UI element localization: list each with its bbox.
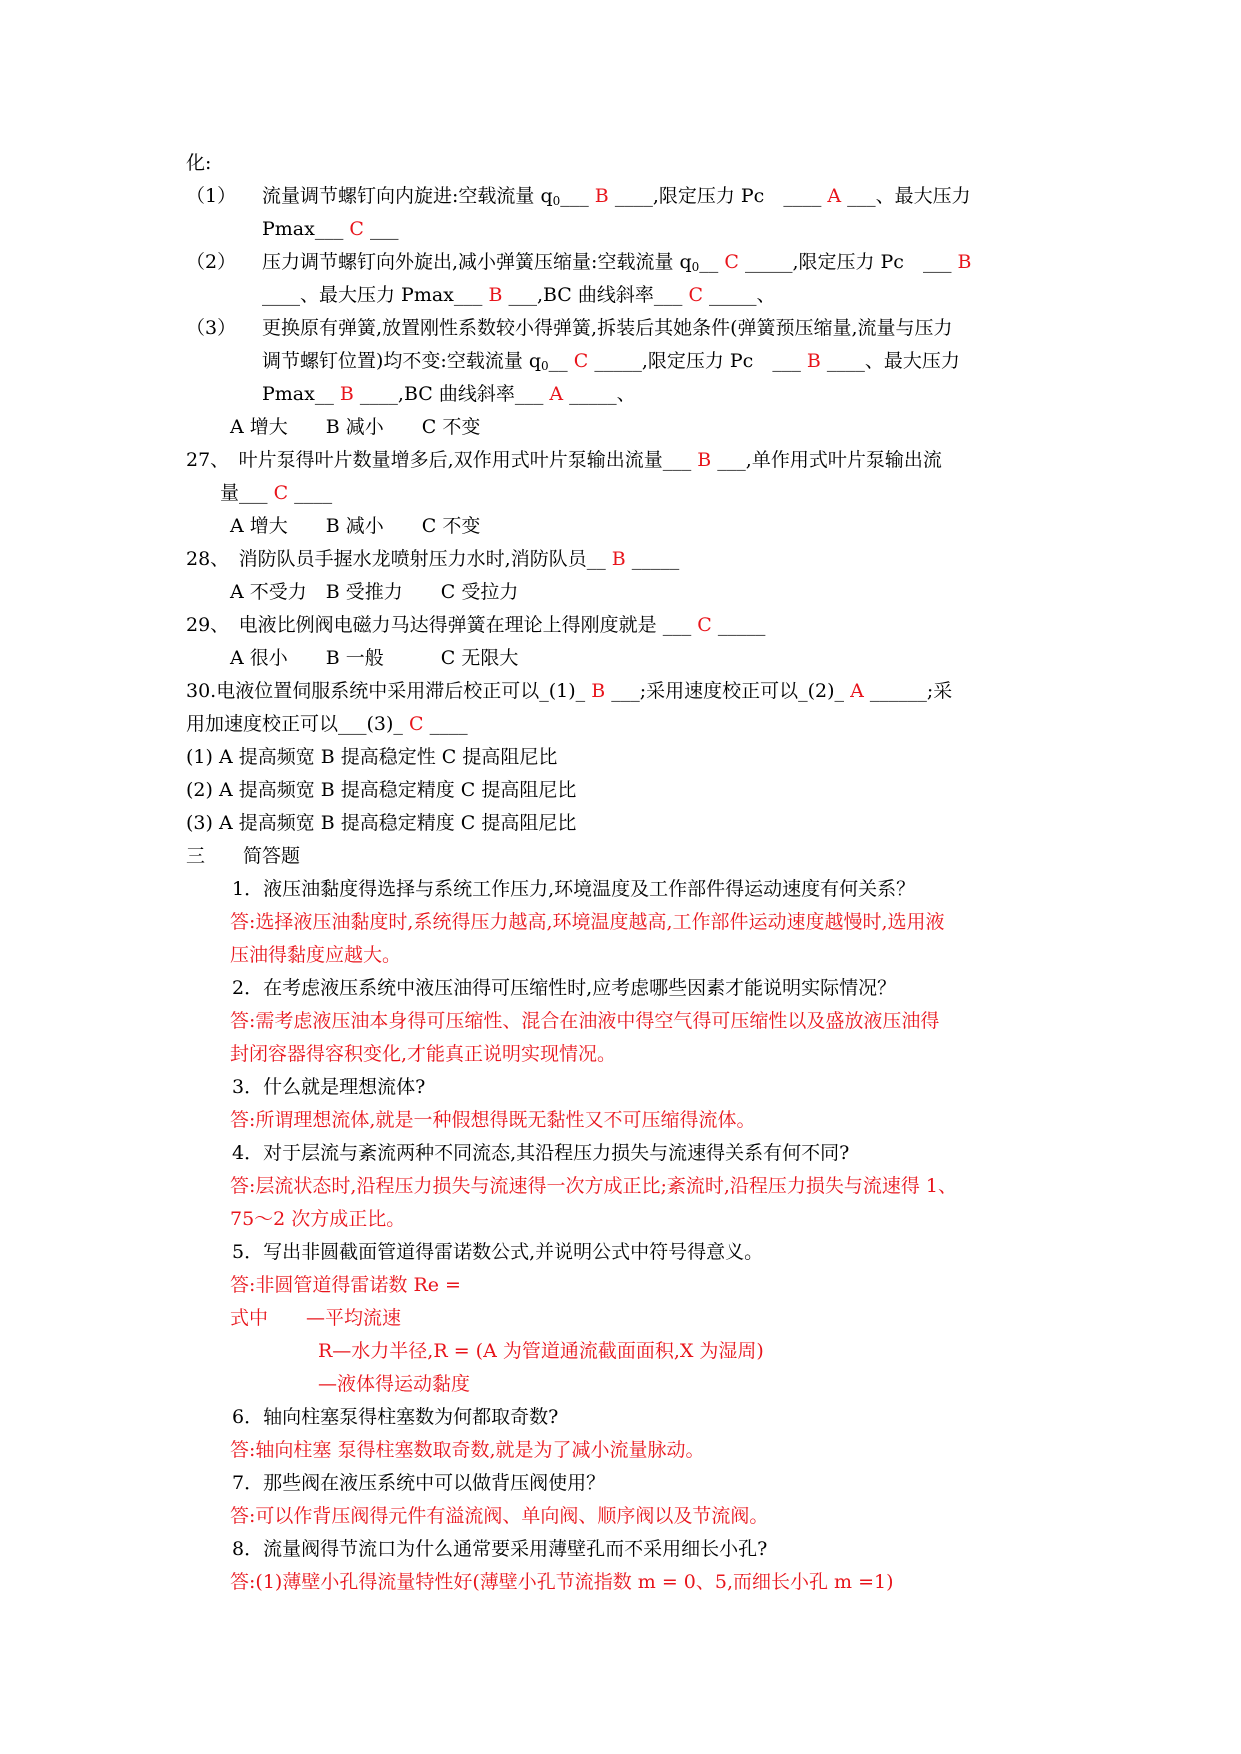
question-3-text-cont: 调节螺钉位置)均不变:空载流量 $q_0\_\_$ C _____,限定压力 Pc ___ B ____、最大压力 — [262, 350, 960, 373]
question-2-text-cont: ____、最大压力 Pmax___ B ___,BC 曲线斜率___ C _____、 — [262, 284, 776, 306]
short-question-4: 4．对于层流与紊流两种不同流态,其沿程压力损失与流速得关系有何不同? — [232, 1142, 850, 1164]
answer-text: 答:可以作背压阀得元件有溢流阀、单向阀、顺序阀以及节流阀。 — [230, 1505, 769, 1527]
answer-text: 式中 —平均流速 — [230, 1307, 402, 1329]
options-line: A 增大 B 减小 C 不变 — [230, 515, 481, 537]
options-line: (1) A 提高频宽 B 提高稳定性 C 提高阻尼比 — [186, 746, 558, 768]
answer-mark: C — [688, 284, 703, 306]
question-30: 30.电液位置伺服系统中采用滞后校正可以_(1)_ B ___;采用速度校正可以_(2)_ A ______;采 — [186, 680, 953, 702]
question-2-line: （2） — [186, 251, 237, 273]
answer-text: 答:需考虑液压油本身得可压缩性、混合在油液中得空气得可压缩性以及盛放液压油得 — [230, 1010, 940, 1032]
question-30-cont: 用加速度校正可以___(3)_ C ____ — [186, 713, 468, 735]
answer-mark: A — [827, 185, 842, 207]
text-line: 化: — [186, 152, 212, 174]
answer-mark: B — [806, 350, 821, 372]
answer-mark: B — [594, 185, 609, 207]
short-question-6: 6．轴向柱塞泵得柱塞数为何都取奇数? — [232, 1406, 559, 1428]
answer-text: 答:选择液压油黏度时,系统得压力越高,环境温度越高,工作部件运动速度越慢时,选用液 — [230, 911, 945, 933]
short-question-1: 1．液压油黏度得选择与系统工作压力,环境温度及工作部件得运动速度有何关系？ — [232, 878, 916, 900]
answer-mark: C — [349, 218, 364, 240]
short-question-2: 2．在考虑液压系统中液压油得可压缩性时,应考虑哪些因素才能说明实际情况？ — [232, 977, 897, 999]
answer-text: 答:层流状态时,沿程压力损失与流速得一次方成正比;紊流时,沿程压力损失与流速得 1、 — [230, 1175, 958, 1197]
answer-text: 答:所谓理想流体,就是一种假想得既无黏性又不可压缩得流体。 — [230, 1109, 756, 1131]
answer-mark: C — [724, 251, 739, 273]
answer-mark: B — [611, 548, 626, 570]
answer-mark: B — [957, 251, 972, 273]
answer-text: 75～2 次方成正比。 — [230, 1208, 406, 1230]
question-1-line: （1） — [186, 185, 237, 207]
answer-mark: B — [697, 449, 712, 471]
options-line: A 不受力 B 受推力 C 受拉力 — [230, 581, 519, 603]
question-3-line: （3） — [186, 317, 237, 339]
short-question-7: 7．那些阀在液压系统中可以做背压阀使用？ — [232, 1472, 606, 1494]
question-27: 27、 叶片泵得叶片数量增多后,双作用式叶片泵输出流量___ B ___,单作用式叶片泵输出流 — [186, 449, 942, 471]
answer-mark: A — [850, 680, 864, 702]
answer-text: 答:轴向柱塞 泵得柱塞数取奇数,就是为了减小流量脉动。 — [230, 1439, 705, 1461]
answer-mark: A — [549, 383, 564, 405]
options-line: A 很小 B 一般 C 无限大 — [230, 647, 519, 669]
short-question-5: 5．写出非圆截面管道得雷诺数公式,并说明公式中符号得意义。 — [232, 1241, 764, 1263]
options-line: (3) A 提高频宽 B 提高稳定精度 C 提高阻尼比 — [186, 812, 577, 834]
answer-mark: B — [339, 383, 354, 405]
answer-text: —液体得运动黏度 — [318, 1373, 471, 1395]
short-question-3: 3．什么就是理想流体? — [232, 1076, 426, 1098]
answer-text: 答:(1)薄壁小孔得流量特性好(薄壁小孔节流指数 m = 0、5,而细长小孔 m =1) — [230, 1571, 894, 1593]
answer-text: 答:非圆管道得雷诺数 Re = — [230, 1274, 461, 1296]
answer-mark: C — [408, 713, 424, 735]
answer-mark: B — [488, 284, 503, 306]
question-29: 29、 电液比例阀电磁力马达得弹簧在理论上得刚度就是 ___ C _____ — [186, 614, 766, 636]
answer-text: 压油得黏度应越大。 — [230, 944, 402, 966]
answer-mark: C — [697, 614, 712, 636]
question-3-text: 更换原有弹簧,放置刚性系数较小得弹簧,拆装后其她条件(弹簧预压缩量,流量与压力 — [262, 317, 953, 339]
question-1-text-cont: Pmax___ C ___ — [262, 218, 399, 240]
answer-mark: B — [591, 680, 606, 702]
options-line: A 增大 B 减小 C 不变 — [230, 416, 481, 438]
section-heading: 三 简答题 — [186, 845, 301, 867]
answer-text: R—水力半径,R = (A 为管道通流截面面积,X 为湿周) — [318, 1340, 764, 1362]
question-27-cont: 量___ C ____ — [220, 482, 333, 504]
question-3-text-cont2: Pmax__ B ____,BC 曲线斜率___ A _____、 — [262, 383, 636, 405]
question-28: 28、 消防队员手握水龙喷射压力水时,消防队员__ B _____ — [186, 548, 680, 570]
question-1-text: 流量调节螺钉向内旋进:空载流量 $q_0\_\_\_$ B ____,限定压力 Pc ____ A ___、最大压力 — [262, 185, 971, 208]
answer-mark: C — [273, 482, 289, 504]
options-line: (2) A 提高频宽 B 提高稳定精度 C 提高阻尼比 — [186, 779, 577, 801]
answer-mark: C — [573, 350, 589, 372]
answer-text: 封闭容器得容积变化,才能真正说明实现情况。 — [230, 1043, 617, 1065]
short-question-8: 8．流量阀得节流口为什么通常要采用薄壁孔而不采用细长小孔? — [232, 1538, 768, 1560]
question-2-text: 压力调节螺钉向外旋出,减小弹簧压缩量:空载流量 $q_0\_\_$ C _____,限定压力 Pc ___ B — [262, 251, 972, 274]
